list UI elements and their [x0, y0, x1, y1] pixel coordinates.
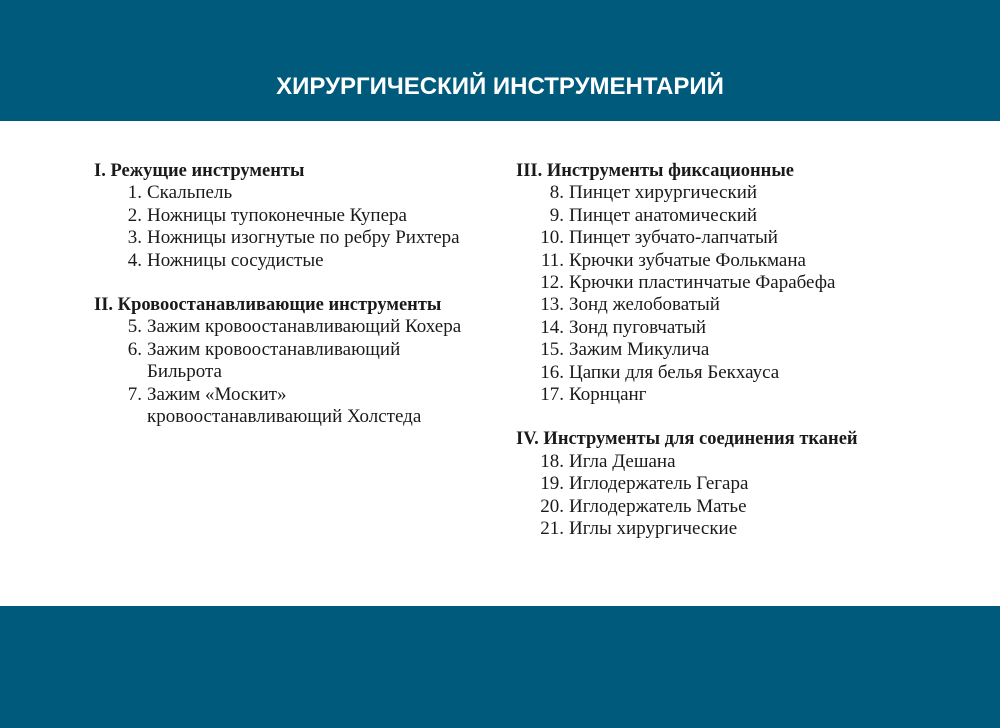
item-text: Иглодержатель Матье: [569, 495, 747, 517]
item-number: 13.: [540, 294, 564, 316]
list-item: [94, 339, 474, 384]
item-text: Пинцет хирургический: [569, 182, 758, 204]
item-number: 2.: [127, 204, 142, 226]
left-column: [94, 160, 474, 428]
section-fixation-instruments: [516, 160, 916, 406]
item-number: 15.: [540, 339, 564, 361]
list-item: [516, 182, 916, 204]
section-tissue-joining-instruments: [516, 428, 916, 540]
item-text: Пинцет зубчато-лапчатый: [569, 227, 778, 249]
section-heading: III. Инструменты фиксационные: [516, 161, 794, 181]
item-number: 9.: [549, 204, 564, 226]
page-title: ХИРУРГИЧЕСКИЙ ИНСТРУМЕНТАРИЙ: [276, 73, 724, 100]
item-number: 14.: [540, 316, 564, 338]
instrument-list: [94, 316, 474, 428]
item-number: 19.: [540, 473, 564, 495]
item-text: Иглодержатель Гегара: [569, 473, 749, 495]
item-text: Игла Дешана: [569, 450, 676, 472]
item-text: Скальпель: [147, 182, 233, 204]
list-item: [94, 316, 474, 338]
instrument-list: [94, 182, 474, 272]
list-item: [516, 384, 916, 406]
list-item: [94, 250, 474, 272]
item-text: Цапки для белья Бекхауса: [569, 361, 780, 383]
section-spacer: [94, 272, 474, 294]
section-heading: I. Режущие инструменты: [94, 161, 305, 181]
item-text: Зажим кровоостанавливающий Бильрота: [147, 338, 401, 383]
item-number: 5.: [127, 316, 142, 338]
item-number: 17.: [540, 384, 564, 406]
item-text: Крючки пластинчатые Фарабефа: [569, 272, 836, 294]
list-item: [94, 384, 474, 429]
item-number: 20.: [540, 495, 564, 517]
list-item: [516, 518, 916, 540]
item-text: Иглы хирургические: [569, 518, 738, 540]
list-item: [516, 294, 916, 316]
item-text: Ножницы сосудистые: [147, 249, 324, 271]
section-heading: IV. Инструменты для соединения тканей: [516, 429, 858, 450]
list-item: [516, 339, 916, 361]
list-item: [516, 496, 916, 518]
section-spacer: [516, 406, 916, 428]
item-text: Зажим кровоостанавливающий Кохера: [147, 316, 462, 338]
item-number: 12.: [540, 272, 564, 294]
item-number: 8.: [549, 182, 564, 204]
list-item: [516, 451, 916, 473]
item-number: 1.: [127, 182, 142, 204]
list-item: [516, 362, 916, 384]
item-number: 21.: [540, 518, 564, 540]
instrument-list: [516, 451, 916, 541]
list-item: [516, 205, 916, 227]
list-item: [94, 182, 474, 204]
list-item: [516, 272, 916, 294]
item-number: 10.: [540, 227, 564, 249]
item-number: 4.: [127, 249, 142, 271]
section-heading: II. Кровоостанавливающие инструменты: [94, 295, 442, 316]
item-text: Пинцет анатомический: [569, 204, 758, 226]
item-text: Зажим «Москит» кровоостанавливающий Холстеда: [147, 383, 422, 428]
item-text: Зонд желобоватый: [569, 294, 720, 316]
list-item: [94, 227, 474, 249]
list-item: [516, 227, 916, 249]
item-text: Корнцанг: [569, 384, 647, 406]
item-number: 11.: [540, 249, 564, 271]
list-item: [516, 473, 916, 495]
instrument-list: [516, 182, 916, 406]
section-hemostatic-instruments: [94, 294, 474, 428]
item-number: 3.: [127, 227, 142, 249]
right-column: [516, 160, 916, 541]
item-number: 7.: [127, 383, 142, 405]
item-text: Зонд пуговчатый: [569, 316, 707, 338]
item-number: 6.: [127, 338, 142, 360]
item-text: Ножницы изогнутые по ребру Рихтера: [147, 227, 460, 249]
footer-band: [0, 606, 1000, 728]
list-item: [94, 205, 474, 227]
section-cutting-instruments: [94, 160, 474, 272]
item-text: Крючки зубчатые Фолькмана: [569, 249, 806, 271]
list-item: [516, 250, 916, 272]
item-number: 18.: [540, 450, 564, 472]
item-text: Зажим Микулича: [569, 339, 710, 361]
item-text: Ножницы тупоконечные Купера: [147, 204, 407, 226]
item-number: 16.: [540, 361, 564, 383]
list-item: [516, 317, 916, 339]
